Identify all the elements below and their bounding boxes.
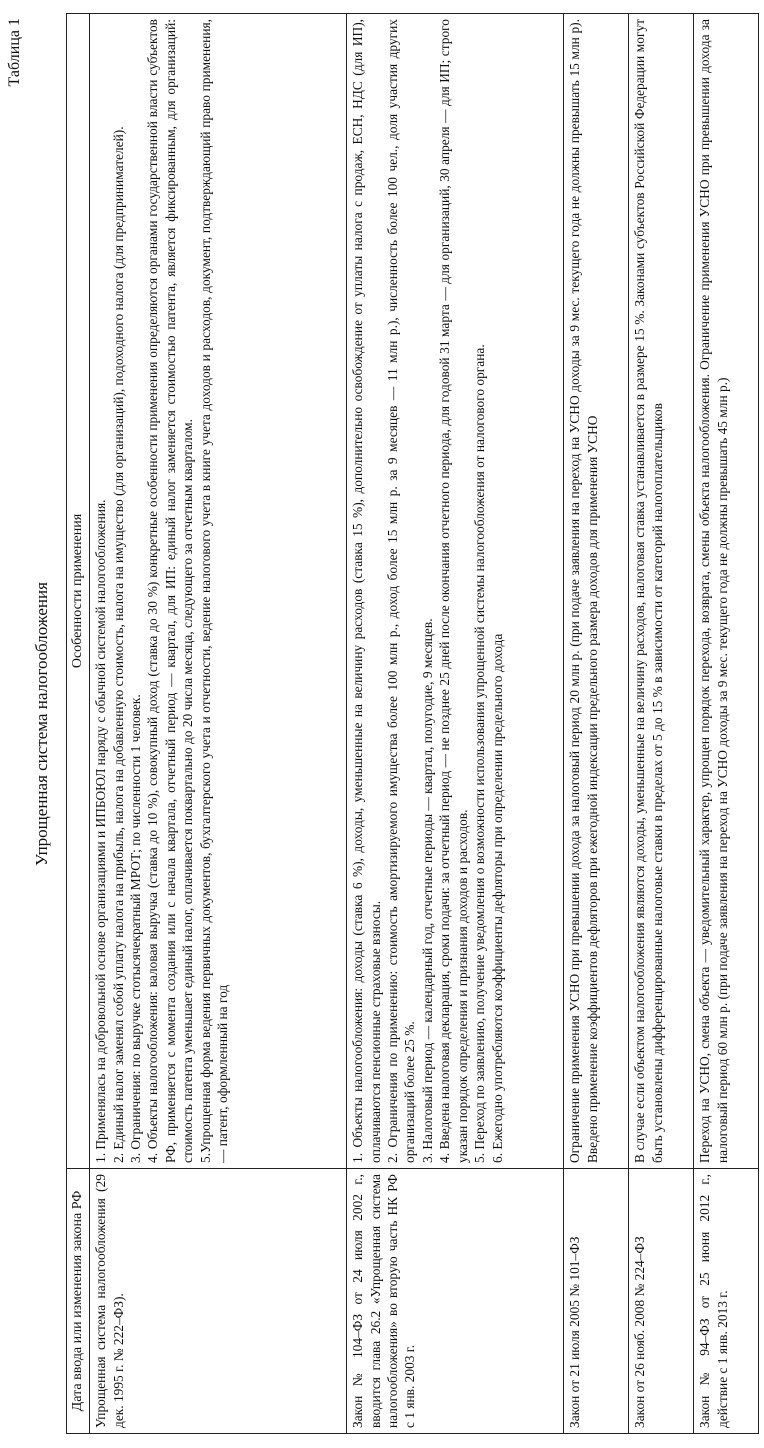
feature-line: 2. Единый налог заменял собой уплату налога на прибыль, налога на добавленную стоимость, налога на имущество (для организаций), подоходного налога (для предпринимателей). [110,126,126,1163]
feature-line: Ограничение применения УСНО при превышении дохода за налоговый период 20 млн р. (при подаче заявления на переход на УСНО доходы за 9 мес. текущего года не должны превышать 15 млн р). Введено применение коэффициентов дефляторов при ежегодной индексации предельного размера доходов для применения УСНО [567,19,600,1163]
feature-line: Переход на УСНО, смена объекта — уведомительный характер, упрощен порядок перехода, возврата, смены объекта налогообложения. Ограничение применения УСНО при превышении дохода за налоговый период 60 млн р. (при подаче заявления на переход на УСНО доходы за 9 мес. текущего года не должны превышать 45 млн р.) [697,19,730,1163]
tax-table [66,13,759,1434]
feature-line: 2. Ограничения по применению: стоимость амортизируемого имущества более 100 млн р., доход более 15 млн р. за 9 месяцев — 11 млн р.), численность более 100 чел., доля участия других организаций более 25 %. [385,19,418,1163]
table-row [347,14,564,1434]
table-title: Упрощенная система налогообложения [32,582,51,866]
date-cell: Закон № 94–ФЗ от 25 июня 2012 г., действие с 1 янв. 2013 г. [694,1169,759,1434]
feature-line: 3. Ограничения: по выручке стотысячекратный МРОТ; по численности 1 человек. [128,694,144,1163]
feature-line: 4. Введена налоговая декларация, сроки подачи: за отчетный период — не позднее 25 дней после окончания отчетного периода, для годовой 31 марта — для организаций, 30 апреля — для ИП; строго указан порядок определения и признания доходов и расходов. [437,19,470,1163]
feature-line: 5.Упрощенная форма ведения первичных документов, бухгалтерского учета и отчетности, ведение налогового учета в книге учета доходов и расходов, документ, подтверждающий право применения, — патент, оформленный на год [197,19,231,1163]
table-row [90,14,347,1434]
date-cell: Упрощенная система налогообложения (29 дек. 1995 г. № 222–ФЗ). [90,1169,347,1434]
features-cell [564,14,629,1169]
table-row [629,14,694,1434]
table-row [564,14,629,1434]
feature-line: 4. Объекты налогообложения: валовая выручка (ставка до 10 %), совокупный доход (ставка до 30 %) конкретные особенности применения определяются органами государственной власти субъектов РФ, применяется с момента создания или с начала квартала, отчетный период — квартал, для ИП: единый налог заменяется стоимостью патента, является фиксированным, для организаций: стоимость патента уменьшает единый налог, оплачивается поквартально до 20 числа месяца, следующего за отчетным кварталом. [145,19,196,1163]
feature-line: 3. Налоговый период — календарный год, отчетные периоды — квартал, полугодие, 9 месяцев. [419,618,435,1163]
header-features: Особенности применения [67,14,90,1169]
feature-line: В случае если объектом налогообложения являются доходы, уменьшенные на величину расходов, налоговая ставка устанавливается в размере 15 %. Законами субъектов Российской Федерации могут быть установлены дифференцированные налоговые ставки в пределах от 5 до 15 % в зависимости от категорий налогоплательщиков [632,19,665,1163]
feature-line: 5. Переход по заявлению, получение уведомления о возможности использования упрощенной системы налогообложения от налогового органа. [472,344,488,1163]
table-row [694,14,759,1434]
feature-line: 6. Ежегодно употребляются коэффициенты дефляторы при определении предельного дохода [489,633,505,1163]
date-cell: Закон № 104–ФЗ от 24 июля 2002 г., вводится глава 26.2 «Упрощенная система налогообложения» во вторую часть НК РФ с 1 янв. 2003 г. [347,1169,564,1434]
feature-line: 1. Объекты налогообложения: доходы (ставка 6 %), доходы, уменьшенные на величину расходов (ставка 15 %), дополнительно освобождение от уплаты налога с продаж, ЕСН, НДС (для ИП), оплачиваются пенсионные страховые взносы. [350,19,383,1163]
features-cell [694,14,759,1169]
table-number: Таблица 1 [6,18,23,87]
header-row [67,14,90,1434]
date-cell: Закон от 26 нояб. 2008 № 224–ФЗ [629,1169,694,1434]
features-cell [347,14,564,1169]
features-cell [629,14,694,1169]
features-cell [90,14,347,1169]
header-date: Дата ввода или изменения закона РФ [67,1169,90,1434]
feature-line: 1. Применялась на добровольной основе организациями и ИПБОЮЛ наряду с обычной системой налогообложения. [93,499,109,1163]
date-cell: Закон от 21 июля 2005 № 101–ФЗ [564,1169,629,1434]
